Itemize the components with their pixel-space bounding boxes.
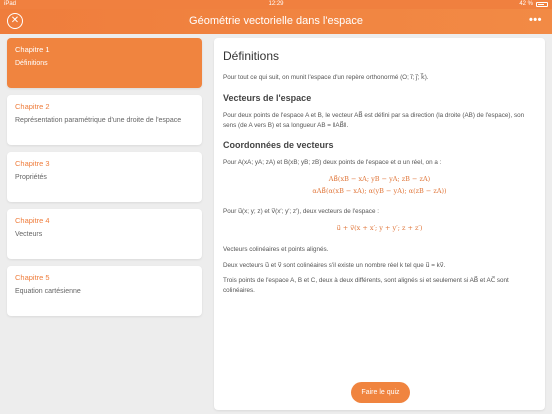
chapter-title: Représentation paramétrique d'une droite de l'espace [15,117,182,124]
chapter-number: Chapitre 1 [15,45,50,54]
formula-vector-sum: u⃗ + v⃗(x + x′; y + y′; z + z′) [336,224,423,233]
formula-scalar-product: αAB⃗(α(xB − xA); α(yB − yA); α(zB − zA)) [312,186,447,195]
colinear-heading: Vecteurs colinéaires et points alignés. [223,245,329,253]
chapter-title: Vecteurs [15,231,43,238]
chapter-item-5[interactable] [7,266,202,316]
content-panel [214,38,545,410]
device-label: iPad [4,1,17,7]
battery-percent: 42 % [519,1,533,7]
sum-intro-text: Pour u⃗(x; y; z) et v⃗(x′; y′; z′), deux vecteurs de l'espace : [223,208,379,216]
header [0,9,552,34]
chapter-title: Définitions [15,60,48,67]
status-time: 12:29 [268,1,284,7]
chapter-item-1[interactable] [7,38,202,88]
intro-text: Pour tout ce qui suit, on munit l'espace d'un repère orthonormé (O; i⃗; j⃗; k⃗). [223,74,429,81]
formula-block [223,174,536,197]
formula-vector-ab: AB⃗(xB − xA; yB − yA; zB − zA) [328,175,431,183]
chapter-number: Chapitre 2 [15,102,50,111]
chapter-item-2[interactable] [7,95,202,145]
subsection-heading: Coordonnées de vecteurs [223,140,334,151]
chapter-number: Chapitre 4 [15,216,50,225]
coordinates-text: Pour A(xA; yA; zA) et B(xB; yB; zB) deux points de l'espace et α un réel, on a : [223,159,442,167]
subsection-heading: Vecteurs de l'espace [223,92,312,103]
chapter-number: Chapitre 5 [15,273,50,282]
chapter-list [7,38,202,323]
chapter-number: Chapitre 3 [15,159,50,168]
chapter-title: Propriétés [15,174,47,181]
section-heading: Définitions [223,49,280,63]
battery-icon [536,2,548,7]
chapter-title: Equation cartésienne [15,288,81,295]
aligned-text: Trois points de l'espace A, B et C, deux à deux différents, sont alignés si et seulement si AB⃗ et AC⃗ sont colinéaires. [223,277,509,295]
battery-indicator [519,0,548,9]
vector-definition-text: Pour deux points de l'espace A et B, le vecteur AB⃗ est défini par sa direction (la droite (AB) de l'espace), son sens (de A vers B) et sa longueur AB = ‖AB⃗‖. [223,111,525,129]
chapter-item-3[interactable] [7,152,202,202]
chapter-item-4[interactable] [7,209,202,259]
more-options-button[interactable]: ••• [528,14,542,26]
close-icon[interactable]: ✕ [7,13,23,29]
page-title: Géométrie vectorielle dans l'espace [189,15,363,27]
quiz-button[interactable]: Faire le quiz [351,382,410,403]
colinear-text: Deux vecteurs u⃗ et v⃗ sont colinéaires s'il existe un nombre réel k tel que u⃗ = kv⃗. [223,261,446,269]
status-bar [0,0,552,9]
